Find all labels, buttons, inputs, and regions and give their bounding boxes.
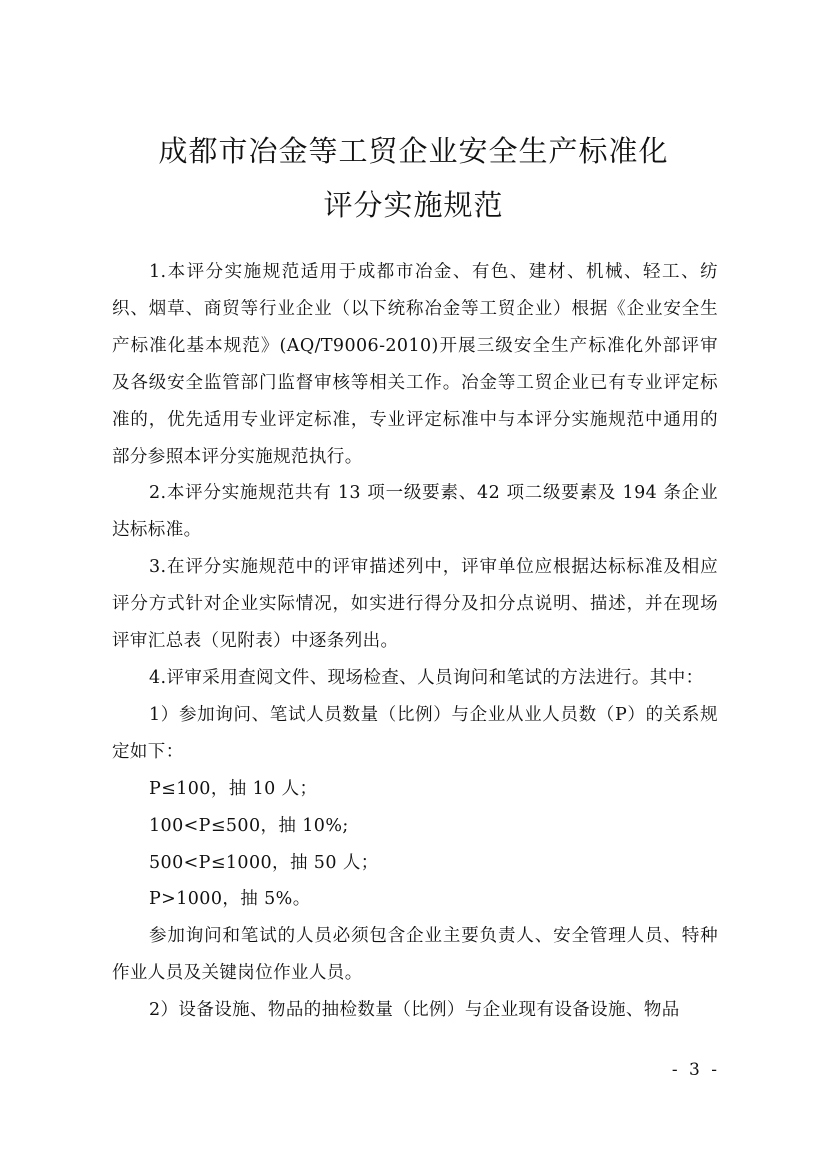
document-body xyxy=(112,254,718,1029)
paragraph-elements-count: 2.本评分实施规范共有 13 项一级要素、42 项二级要素及 194 条企业达标标准。 xyxy=(112,483,718,541)
sampling-rule-item: 100<P≤500，抽 10%; xyxy=(149,815,349,836)
paragraph-equipment-sampling: 2）设备设施、物品的抽检数量（比例）与企业现有设备设施、物品 xyxy=(149,1000,680,1021)
document-title xyxy=(0,124,827,232)
sampling-rule-item: P≤100，抽 10 人； xyxy=(149,778,318,799)
paragraph-review-methods: 4.评审采用查阅文件、现场检查、人员询问和笔试的方法进行。其中： xyxy=(149,667,704,688)
title-line-1: 成都市冶金等工贸企业安全生产标准化 xyxy=(158,134,669,168)
page-number: - 3 - xyxy=(671,1060,720,1080)
paragraph-participants: 参加询问和笔试的人员必须包含企业主要负责人、安全管理人员、特种作业人员及关键岗位作业人员。 xyxy=(112,926,718,984)
title-line-2: 评分实施规范 xyxy=(323,188,504,222)
sampling-rule-item: 500<P≤1000，抽 50 人； xyxy=(149,852,379,873)
paragraph-review-description: 3.在评分实施规范中的评审描述列中，评审单位应根据达标标准及相应评分方式针对企业实际情况，如实进行得分及扣分点说明、描述，并在现场评审汇总表（见附表）中逐条列出。 xyxy=(112,557,718,652)
paragraph-scope: 1.本评分实施规范适用于成都市冶金、有色、建材、机械、轻工、纺织、烟草、商贸等行业企业（以下统称冶金等工贸企业）根据《企业安全生产标准化基本规范》(AQ/T9006-2010)开展三级安全生产标准化外部评审及各级安全监管部门监督审核等相关工作。冶金等工贸企业已有专业评定标准的，优先适用专业评定标准，专业评定标准中与本评分实施规范中通用的部分参照本评分实施规范执行。 xyxy=(112,262,718,467)
sampling-rule-item: P>1000，抽 5%。 xyxy=(149,889,311,910)
paragraph-sampling-rule: 1）参加询问、笔试人员数量（比例）与企业从业人员数（P）的关系规定如下： xyxy=(112,704,718,762)
